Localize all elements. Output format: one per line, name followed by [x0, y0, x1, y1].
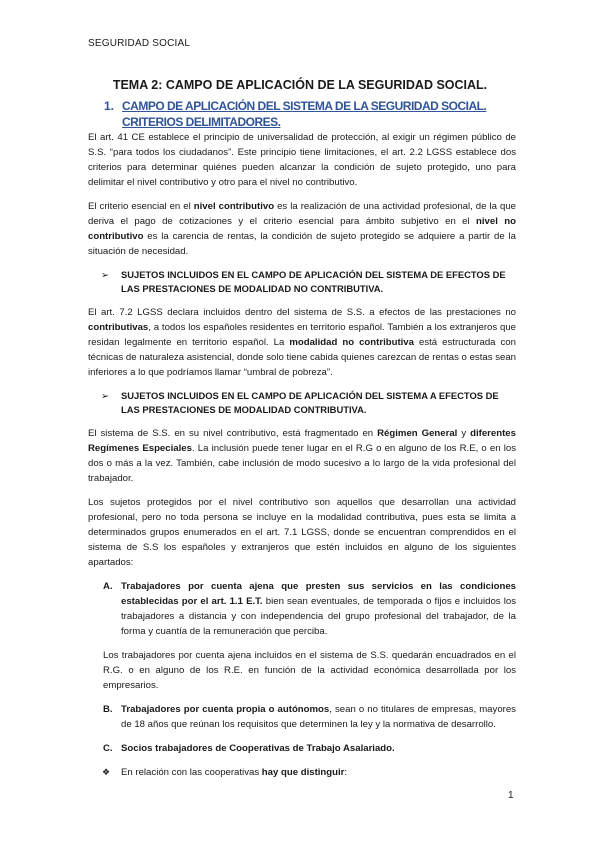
section-heading: [104, 98, 524, 130]
list-item-a: A. Trabajadores por cuenta ajena que presten sus servicios en las condiciones establecidas por el art. 1.1 E.T. bien sean eventuales, de temporada o fijos e incluidos los trabajadores a distancia y con independencia del grupo profesional del trabajador, de la forma y cuantía de la remuneración que perciba.: [103, 581, 517, 637]
paragraph-intro: El art. 41 CE establece el principio de universalidad de protección, al exigir un régimen público de S.S. “para todos los ciudadanos”. Este principio tiene limitaciones, el art. 2.2 LGSS establece dos criterios para determinar quiénes pueden alcanzar la condición de sujeto protegido, uno para delimitar el nivel contributivo y otro para el nivel no contributivo.: [88, 132, 516, 188]
section-heading-text: CAMPO DE APLICACIÓN DEL SISTEMA DE LA SEGURIDAD SOCIAL. CRITERIOS DELIMITADORES.: [122, 99, 487, 129]
list-item-cooperatives: ❖ En relación con las cooperativas hay que distinguir:: [102, 767, 348, 778]
list-item-c: C. Socios trabajadores de Cooperativas de Trabajo Asalariado.: [103, 743, 395, 754]
page-title: TEMA 2: CAMPO DE APLICACIÓN DE LA SEGURIDAD SOCIAL.: [112, 78, 488, 92]
arrow-bullet-icon: ➢: [101, 390, 109, 401]
document-body: [88, 130, 516, 780]
paragraph-protected-subjects: Los sujetos protegidos por el nivel contributivo son aquellos que desarrollan una actividad profesional, pero no toda persona se incluye en la modalidad contributiva, pues esta se limita a determinados grupos enumerados en el art. 7.1 LGSS, donde se encuentran comprendidos en el sistema de S.S los españoles y extranjeros que estén incluidos en alguno de los siguientes apartados:: [88, 497, 516, 568]
arrow-bullet-icon: ➢: [101, 269, 109, 280]
list-item-b: B. Trabajadores por cuenta propia o autónomos, sean o no titulares de empresas, mayores de 18 años que reúnan los requisitos que determinen la ley y la normativa de desarrollo.: [103, 704, 516, 730]
section-number: 1.: [104, 99, 115, 113]
subheading-contributive: ➢ SUJETOS INCLUIDOS EN EL CAMPO DE APLICACIÓN DEL SISTEMA A EFECTOS DE LAS PRESTACIONES DE MODALIDAD CONTRIBUTIVA.: [101, 390, 499, 415]
subheading-non-contributive: ➢ SUJETOS INCLUIDOS EN EL CAMPO DE APLICACIÓN DEL SISTEMA DE EFECTOS DE LAS PRESTACIONES DE MODALIDAD NO CONTRIBUTIVA.: [101, 269, 506, 294]
paragraph-regimes: El sistema de S.S. en su nivel contributivo, está fragmentado en Régimen General y diferentes Regímenes Especiales. La inclusión puede tener lugar en el R.G o en alguno de los R.E, o en los dos o más a la vez. También, cabe inclusión de modo sucesivo a lo largo de la vida profesional del trabajador.: [88, 428, 516, 484]
paragraph-employees: Los trabajadores por cuenta ajena incluidos en el sistema de S.S. quedarán encuadrados en el R.G. o en alguno de los R.E. en función de la actividad económica desarrollada por los empresarios.: [103, 650, 516, 691]
page-number: 1: [508, 790, 514, 801]
paragraph-criteria: El criterio esencial en el nivel contributivo es la realización de una actividad profesional, de la que deriva el pago de cotizaciones y el criterio esencial para ámbito subjetivo en el nivel no contributivo es la carencia de rentas, la condición de sujeto protegido se adquiere a partir de la situación de necesidad.: [88, 201, 516, 257]
paragraph-non-contributive: El art. 7.2 LGSS declara incluidos dentro del sistema de S.S. a efectos de las prestaciones no contributivas, a todos los españoles residentes en territorio español. También a los extranjeros que residan legalmente en territorio español. La modalidad no contributiva está estructurada con técnicas de naturaleza asistencial, donde solo tiene cabida quienes carezcan de rentas o estas sean inferiores a lo que podríamos llamar “umbral de pobreza”.: [88, 307, 516, 378]
diamond-bullet-icon: ❖: [102, 767, 111, 777]
running-header: SEGURIDAD SOCIAL: [88, 38, 191, 49]
